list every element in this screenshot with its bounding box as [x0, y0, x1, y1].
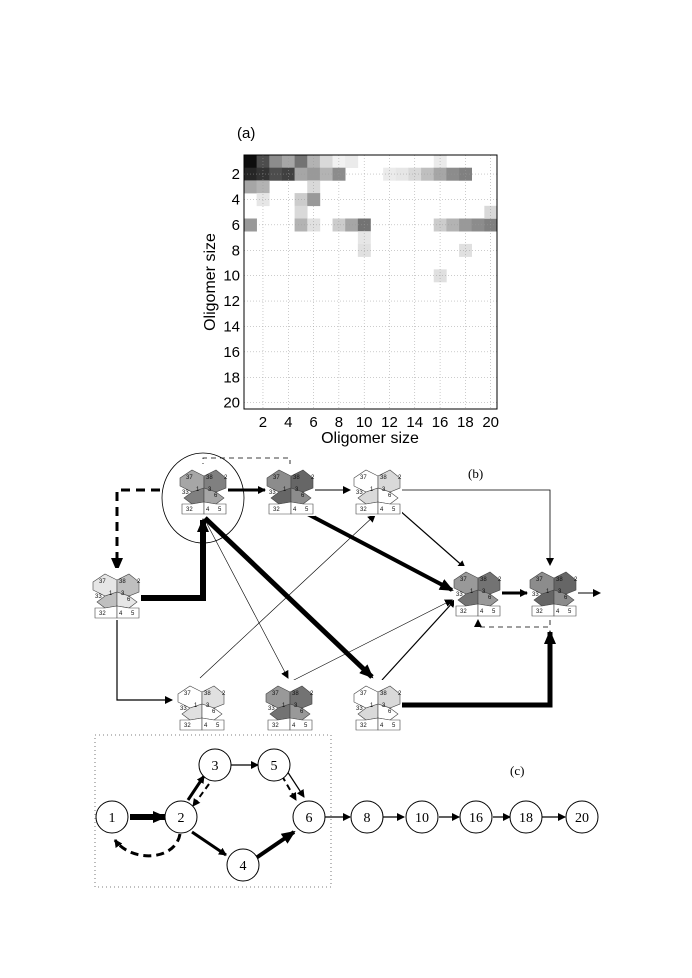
thumbnail-label: 5 [492, 609, 496, 615]
heatmap-cell [244, 155, 257, 168]
edge-left-top1-dashed [117, 490, 160, 570]
thumbnail-label: 2 [310, 691, 314, 697]
thumbnail-label: 33 [356, 706, 363, 712]
thumbnail-label: 4 [119, 611, 123, 617]
heatmap-cell [257, 193, 270, 206]
thumbnail-label: 2 [398, 691, 402, 697]
heatmap-cell [320, 155, 333, 168]
thumbnail-label: 37 [360, 691, 367, 697]
edge-top3-right2 [400, 490, 550, 565]
thumbnail-b-top1 [180, 464, 228, 516]
thumbnail-b-bot3 [354, 680, 402, 732]
thumbnail-label: 38 [480, 577, 487, 583]
thumbnail-label: 1 [470, 589, 474, 595]
thumbnail-label: 5 [304, 723, 308, 729]
state-node-16 [460, 801, 492, 833]
thumbnail-label: 5 [392, 507, 396, 513]
thumbnail-label: 3 [294, 703, 298, 709]
thumbnail-label: 4 [292, 723, 296, 729]
x-tick-label: 12 [381, 414, 398, 431]
thumbnail-label: 5 [218, 507, 222, 513]
thumbnail-label: 3 [206, 703, 210, 709]
thumbnail-label: 38 [556, 577, 563, 583]
thumbnail-label: 37 [186, 475, 193, 481]
state-node-label: 4 [239, 859, 247, 874]
state-node-18 [510, 801, 542, 833]
y-axis-label: Oligomer size [202, 233, 219, 331]
thumbnail-label: 2 [311, 475, 315, 481]
state-node-1 [96, 801, 128, 833]
thumbnail-label: 32 [273, 507, 280, 513]
heatmap-cell [244, 180, 257, 193]
thumbnail-b-right1 [454, 566, 502, 618]
thumbnail-label: 37 [184, 691, 191, 697]
thumbnail-label: 6 [488, 595, 492, 601]
edge-bot2-right1 [290, 600, 452, 682]
edge-bot3-right1 [382, 600, 455, 680]
thumbnail-label: 3 [558, 589, 562, 595]
thumbnail-label: 5 [392, 723, 396, 729]
thumbnail-label: 33 [456, 592, 463, 598]
thumbnail-label: 1 [546, 589, 550, 595]
heatmap-cell [408, 168, 421, 181]
thumbnail-label: 4 [556, 609, 560, 615]
thumbnail-b-top3 [354, 464, 402, 516]
thumbnail-label: 2 [574, 577, 578, 583]
state-node-label: 1 [108, 811, 116, 826]
x-tick-label: 4 [284, 414, 293, 431]
heatmap-cell [345, 219, 358, 232]
state-node-10 [406, 801, 438, 833]
heatmap-cell [295, 155, 308, 168]
thumbnail-label: 1 [370, 703, 374, 709]
thumbnail-label: 6 [301, 493, 305, 499]
y-tick-label: 12 [223, 293, 240, 311]
state-node-label: 3 [211, 759, 219, 774]
thumbnail-label: 37 [536, 577, 543, 583]
state-node-6 [293, 801, 325, 833]
y-tick-label: 2 [231, 166, 240, 184]
thumbnail-label: 38 [380, 475, 387, 481]
thumbnail-label: 37 [272, 691, 279, 697]
state-node-label: 10 [415, 811, 429, 826]
thumbnail-label: 33 [182, 490, 189, 496]
heatmap-cell [257, 168, 270, 181]
panel-b-label: (b) [468, 466, 484, 481]
heatmap-grid [244, 155, 497, 409]
thumbnail-label: 6 [127, 597, 131, 603]
state-node-8 [351, 801, 383, 833]
thumbnail-label: 38 [204, 691, 211, 697]
state-node-3 [199, 749, 231, 781]
heatmap-frame [244, 155, 497, 409]
y-tick-label: 14 [223, 318, 240, 336]
c-edge-2-1-dashed [115, 834, 180, 856]
c-edge-4-6 [256, 832, 294, 858]
thumbnail-label: 6 [300, 709, 304, 715]
state-node-label: 6 [305, 811, 313, 826]
heatmap-cell [269, 155, 282, 168]
state-node-20 [566, 801, 598, 833]
thumbnail-label: 4 [206, 507, 210, 513]
thumbnail-label: 2 [398, 475, 402, 481]
thumbnail-label: 5 [305, 507, 309, 513]
heatmap-cell [345, 155, 358, 168]
thumbnail-label: 32 [272, 723, 279, 729]
edge-bot3-right2 [400, 632, 550, 705]
thumbnail-label: 38 [292, 691, 299, 697]
y-tick-label: 4 [231, 191, 240, 209]
thumbnail-label: 5 [568, 609, 572, 615]
thumbnail-label: 1 [283, 487, 287, 493]
thumbnail-label: 4 [293, 507, 297, 513]
thumbnail-label: 32 [184, 723, 191, 729]
state-node-label: 5 [270, 759, 278, 774]
state-node-4 [227, 849, 259, 881]
heatmap-cell [295, 206, 308, 219]
thumbnail-label: 33 [356, 490, 363, 496]
thumbnail-label: 33 [95, 594, 102, 600]
thumbnail-label: 32 [360, 723, 367, 729]
thumbnail-label: 37 [99, 579, 106, 585]
y-tick-label: 16 [223, 343, 240, 361]
thumbnail-label: 3 [295, 487, 299, 493]
thumbnail-label: 33 [532, 592, 539, 598]
edge-top1-bot2 [205, 520, 288, 678]
y-tick-label: 6 [231, 216, 240, 234]
thumbnail-label: 32 [360, 507, 367, 513]
state-node-2 [165, 801, 197, 833]
thumbnail-label: 6 [214, 493, 218, 499]
state-node-label: 20 [575, 811, 589, 826]
thumbnail-label: 3 [121, 591, 125, 597]
state-node-label: 2 [177, 811, 185, 826]
heatmap-cell [320, 168, 333, 181]
thumbnail-label: 6 [212, 709, 216, 715]
y-tick-label: 10 [223, 267, 240, 285]
thumbnail-label: 1 [370, 487, 374, 493]
thumbnail-label: 32 [99, 611, 106, 617]
thumbnail-label: 37 [273, 475, 280, 481]
c-edge-2-4 [192, 832, 226, 855]
panel-b [93, 453, 600, 732]
thumbnail-label: 6 [388, 493, 392, 499]
x-axis-label: Oligomer size [321, 430, 419, 447]
thumbnail-label: 33 [269, 490, 276, 496]
thumbnail-label: 5 [216, 723, 220, 729]
x-tick-label: 20 [482, 414, 500, 431]
heatmap-cell [434, 168, 447, 181]
edge-top2-right1 [300, 510, 452, 590]
c-edge-2-3 [188, 776, 204, 800]
thumbnail-label: 1 [282, 703, 286, 709]
thumbnail-label: 6 [388, 709, 392, 715]
edge-left-bot1 [117, 620, 172, 700]
thumbnail-label: 1 [194, 703, 198, 709]
state-node-5 [258, 749, 290, 781]
thumbnail-label: 5 [131, 611, 135, 617]
thumbnail-label: 38 [293, 475, 300, 481]
thumbnail-label: 3 [482, 589, 486, 595]
thumbnail-label: 4 [380, 507, 384, 513]
thumbnail-label: 4 [480, 609, 484, 615]
y-tick-label: 18 [223, 369, 240, 387]
x-tick-label: 6 [309, 414, 318, 431]
thumbnail-label: 2 [498, 577, 502, 583]
thumbnail-label: 4 [204, 723, 208, 729]
thumbnail-label: 38 [380, 691, 387, 697]
edge-right2-right1-dashed [478, 620, 550, 627]
thumbnail-label: 2 [222, 691, 226, 697]
thumbnail-label: 6 [564, 595, 568, 601]
thumbnail-b-bot1 [178, 680, 226, 732]
thumbnail-label: 3 [382, 487, 386, 493]
y-tick-label: 8 [231, 242, 240, 260]
edge-left-top1-thick [140, 520, 203, 598]
thumbnail-label: 3 [382, 703, 386, 709]
thumbnail-label: 1 [109, 591, 113, 597]
thumbnail-label: 3 [208, 487, 212, 493]
thumbnail-b-left [93, 568, 141, 620]
panel-c [95, 735, 598, 887]
thumbnail-b-bot2 [266, 680, 314, 732]
c-edge-5-6 [287, 771, 304, 797]
thumbnail-label: 1 [196, 487, 200, 493]
x-tick-label: 10 [355, 414, 373, 431]
thumbnail-label: 4 [380, 723, 384, 729]
thumbnail-label: 2 [137, 579, 141, 585]
thumbnail-label: 38 [206, 475, 213, 481]
thumbnail-label: 33 [268, 706, 275, 712]
panel-c-label: (c) [510, 763, 525, 778]
state-node-label: 16 [469, 811, 483, 826]
y-tick-label: 20 [223, 394, 240, 412]
thumbnail-b-top2 [267, 464, 315, 516]
state-node-label: 18 [519, 811, 533, 826]
x-tick-labels [259, 414, 499, 431]
x-tick-label: 14 [406, 414, 424, 431]
x-tick-label: 8 [334, 414, 344, 431]
thumbnail-b-right2 [530, 566, 578, 618]
x-tick-label: 16 [431, 414, 449, 431]
y-tick-labels [223, 166, 240, 412]
thumbnail-label: 33 [180, 706, 187, 712]
thumbnail-label: 37 [360, 475, 367, 481]
thumbnail-label: 2 [224, 475, 228, 481]
thumbnail-label: 32 [186, 507, 193, 513]
thumbnail-label: 37 [460, 577, 467, 583]
x-tick-label: 2 [258, 414, 268, 431]
c-edge-5-6-dashed [282, 776, 296, 800]
x-tick-label: 18 [457, 414, 474, 431]
panel-a [202, 125, 499, 447]
state-node-label: 8 [363, 811, 371, 826]
panel-a-label: (a) [237, 125, 256, 142]
thumbnail-label: 32 [536, 609, 543, 615]
thumbnail-label: 32 [460, 609, 467, 615]
thumbnail-label: 38 [119, 579, 126, 585]
